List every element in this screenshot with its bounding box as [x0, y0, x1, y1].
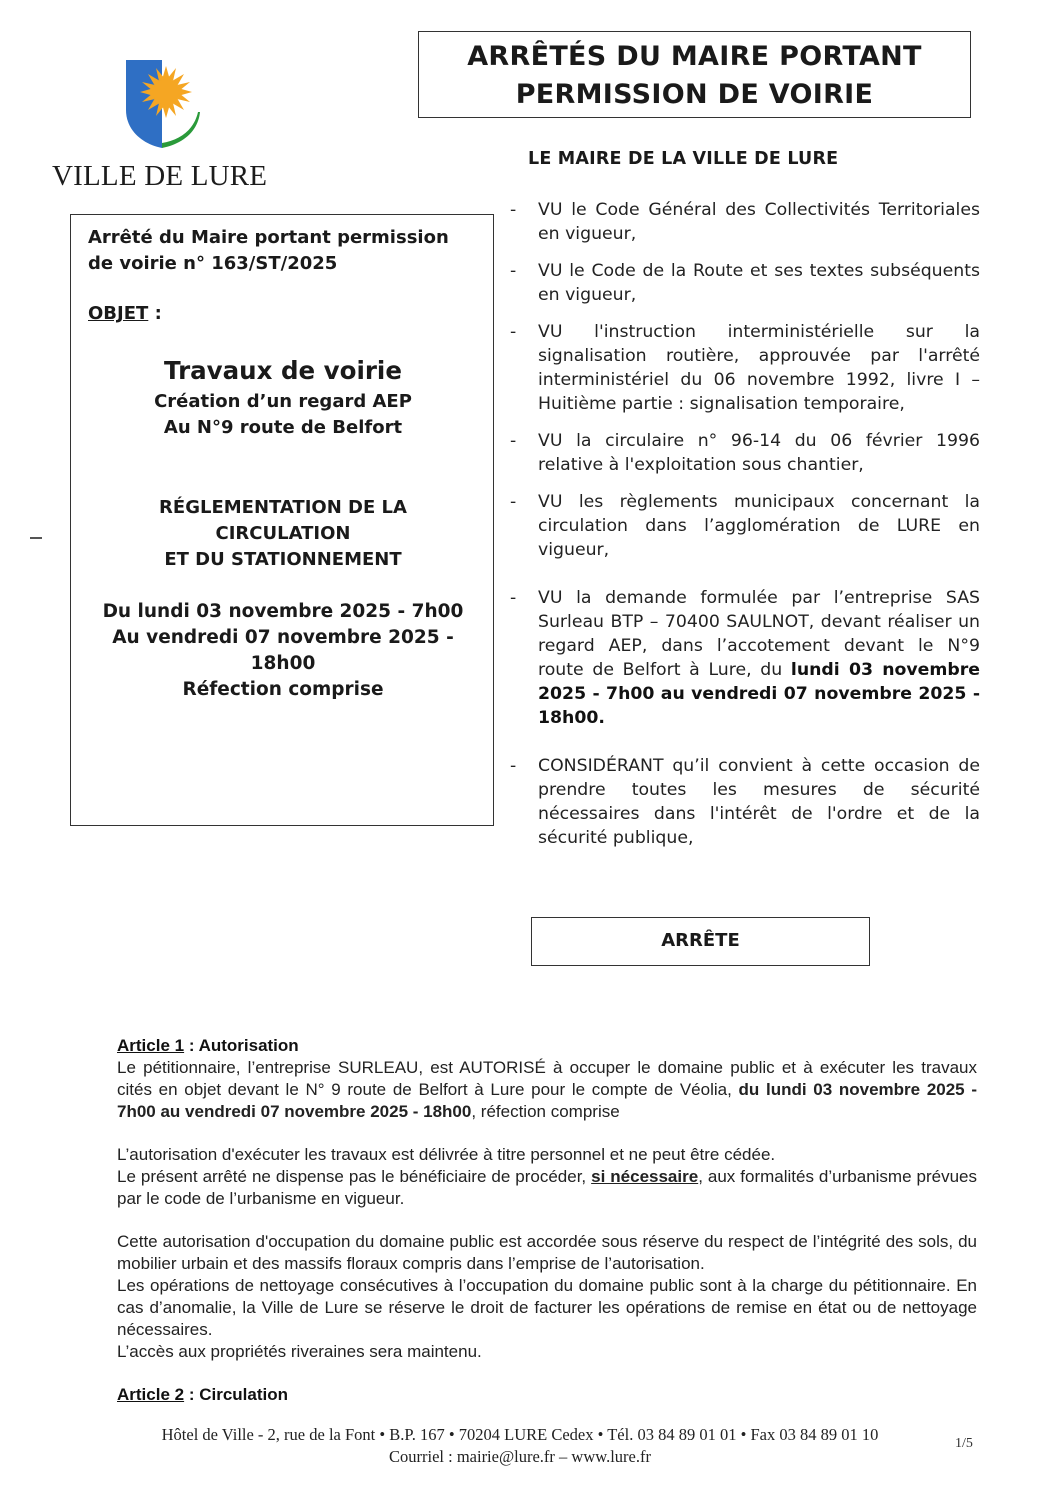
dates-line3: 18h00: [250, 653, 316, 674]
list-dash: -: [510, 200, 517, 220]
reglementation-line2: CIRCULATION: [215, 523, 351, 544]
vu-text: VU la demande formulée par l’entreprise SAS Surleau BTP – 70400 SAULNOT, devant réaliser un regard AEP, dans l’accotement devant le N°9 route de Belfort à Lure, du: [538, 588, 980, 680]
list-dash: -: [510, 261, 517, 281]
article-1-heading: [117, 1035, 977, 1057]
article-1-text: Le pétitionnaire, l’entreprise SURLEAU, est AUTORISÉ à occuper le domaine public et à exécuter les travaux cités en objet devant le N° 9 route de Belfort à Lure pour le compte de Véolia,: [117, 1058, 977, 1099]
article-1-emphasis: si nécessaire: [591, 1167, 699, 1186]
vu-dates-bold: lundi 03 novembre 2025 - 7h00 au vendredi 07 novembre 2025 - 18h00.: [538, 660, 980, 728]
vu-item: [510, 429, 980, 477]
maire-heading: LE MAIRE DE LA VILLE DE LURE: [528, 149, 839, 169]
document-title-line1: ARRÊTÉS DU MAIRE PORTANT: [467, 41, 922, 72]
article-1-paragraph: Cette autorisation d'occupation du domaine public est accordée sous réserve du respect de l’intégrité des sols, du mobilier urbain et des massifs floraux compris dans l’emprise de l’autorisation.: [117, 1232, 977, 1273]
vu-text: VU le Code Général des Collectivités Territoriales en vigueur,: [538, 200, 980, 244]
margin-mark: [30, 537, 42, 539]
city-logo: [120, 58, 204, 150]
document-title-box: [418, 31, 971, 118]
arrete-number-line2: de voirie n° 163/ST/2025: [88, 253, 338, 274]
arrete-heading: ARRÊTE: [531, 917, 870, 966]
article-1-title: : Autorisation: [184, 1036, 299, 1055]
dates-line2: Au vendredi 07 novembre 2025 -: [112, 627, 454, 648]
vu-list: [510, 198, 980, 850]
page-number: 1/5: [955, 1436, 973, 1451]
article-1-paragraph: Les opérations de nettoyage consécutives à l’occupation du domaine public sont à la charge du pétitionnaire. En cas d’anomalie, la Ville de Lure se réserve le droit de facturer les opérations de remise en état ou de nettoyage nécessaires.: [117, 1276, 977, 1339]
dates-block: [71, 599, 495, 703]
footer-address: Hôtel de Ville - 2, rue de la Font • B.P. 167 • 70204 LURE Cedex • Tél. 03 84 89 01 01 • Fax 03 84 89 01 10: [161, 1425, 879, 1444]
dates-line4: Réfection comprise: [182, 679, 384, 700]
article-1-dates: du lundi 03 novembre 2025 - 7h00 au vendredi 07 novembre 2025 - 18h00: [117, 1080, 977, 1121]
vu-text: VU les règlements municipaux concernant la circulation dans l’agglomération de LURE en vigueur,: [538, 492, 980, 560]
article-1-text: Le présent arrêté ne dispense pas le bénéficiaire de procéder,: [117, 1167, 592, 1186]
vu-text: CONSIDÉRANT qu’il convient à cette occasion de prendre toutes les mesures de sécurité nécessaires dans l'intérêt de l'ordre et de la sécurité publique,: [538, 756, 980, 848]
vu-item: [510, 259, 980, 307]
list-dash: -: [510, 322, 517, 342]
vu-item: [510, 586, 980, 730]
article-1-paragraph: L’autorisation d'exécuter les travaux est délivrée à titre personnel et ne peut être cédée.: [117, 1145, 776, 1164]
objet-label-text: OBJET: [88, 303, 149, 324]
vu-text: VU l'instruction interministérielle sur la signalisation routière, approuvée par l'arrêté interministériel du 06 novembre 1992, livre I – Huitième partie : signalisation temporaire,: [538, 322, 980, 414]
arrete-number-line1: Arrêté du Maire portant permission: [88, 227, 449, 248]
article-1-label: Article 1: [117, 1036, 185, 1055]
article-1-paragraph: L’accès aux propriétés riveraines sera maintenu.: [117, 1342, 482, 1361]
vu-item: [510, 490, 980, 562]
city-name: VILLE DE LURE: [52, 160, 268, 192]
vu-item: [510, 198, 980, 246]
list-dash: -: [510, 492, 517, 512]
list-dash: -: [510, 588, 517, 608]
vu-text: VU la circulaire n° 96-14 du 06 février 1996 relative à l'exploitation sous chantier,: [538, 431, 980, 475]
document-title-line2: PERMISSION DE VOIRIE: [515, 79, 874, 110]
vu-item: [510, 320, 980, 416]
article-2-heading: [117, 1384, 977, 1406]
vu-item: [510, 754, 980, 850]
reglementation-heading: [71, 495, 495, 573]
objet-subtitle-1: Création d’un regard AEP: [154, 391, 412, 412]
articles-section: [117, 1035, 977, 1406]
objet-box: [70, 214, 494, 826]
dates-line1: Du lundi 03 novembre 2025 - 7h00: [102, 601, 464, 622]
article-1-paragraph: [117, 1057, 977, 1123]
reglementation-line3: ET DU STATIONNEMENT: [164, 549, 402, 570]
objet-subtitle-2: Au N°9 route de Belfort: [163, 417, 403, 438]
objet-title: Travaux de voirie: [164, 356, 402, 385]
objet-label: [88, 303, 162, 324]
arrete-number: [88, 225, 478, 277]
list-dash: -: [510, 431, 517, 451]
article-1-text-end: , réfection comprise: [471, 1102, 620, 1121]
article-1-paragraph: [117, 1166, 977, 1210]
objet-colon: :: [148, 303, 162, 324]
footer-contact: Courriel : mairie@lure.fr – www.lure.fr: [389, 1447, 651, 1466]
vu-text: VU le Code de la Route et ses textes subséquents en vigueur,: [538, 261, 980, 305]
reglementation-line1: RÉGLEMENTATION DE LA: [159, 497, 407, 518]
article-1-text-end: , aux formalités d’urbanisme prévues par le code de l’urbanisme en vigueur.: [117, 1167, 977, 1208]
list-dash: -: [510, 756, 517, 776]
article-2-title: : Circulation: [184, 1385, 288, 1404]
shield-sun-icon: [120, 58, 204, 150]
footer: [100, 1424, 940, 1468]
article-2-label: Article 2: [117, 1385, 185, 1404]
